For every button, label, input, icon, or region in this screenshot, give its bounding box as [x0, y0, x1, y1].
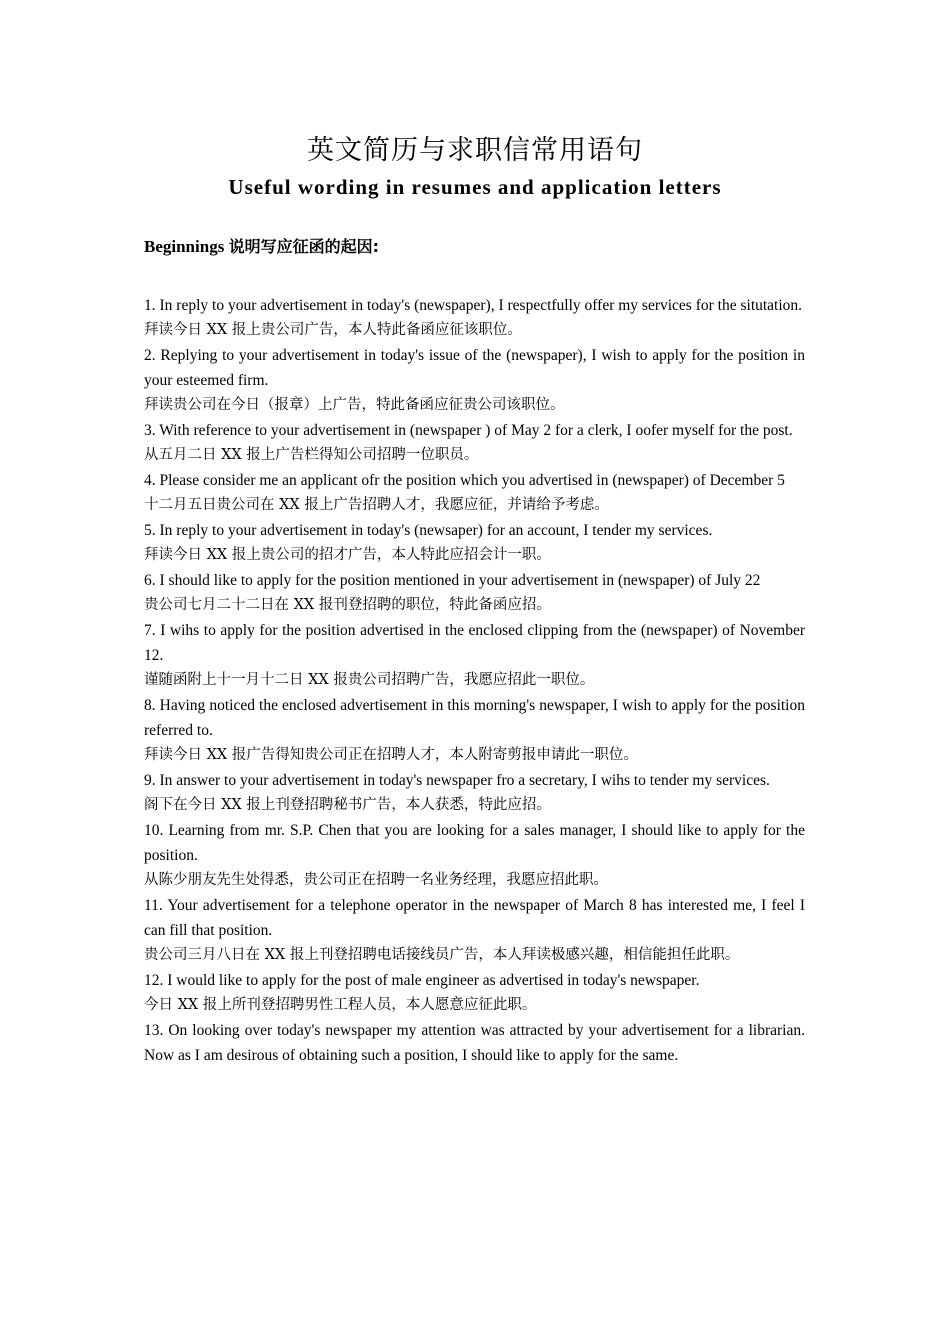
section-heading-cn: 说明写应征函的起因:	[228, 237, 379, 256]
english-sentence: 10. Learning from mr. S.P. Chen that you are looking for a sales manager, I should like to apply for the position.	[144, 822, 805, 864]
chinese-translation: 从陈少朋友先生处得悉，贵公司正在招聘一名业务经理，我愿应招此职。	[144, 872, 608, 888]
list-item	[144, 1018, 805, 1068]
list-item	[144, 468, 805, 518]
chinese-translation: 拜读今日 XX 报上贵公司的招才广告，本人特此应招会计一职。	[144, 547, 551, 563]
english-sentence: 6. I should like to apply for the position mentioned in your advertisement in (newspaper) of July 22	[144, 572, 761, 589]
page-title: 英文简历与求职信常用语句	[307, 135, 643, 166]
chinese-translation: 拜读贵公司在今日（报章）上广告，特此备函应征贵公司该职位。	[144, 397, 565, 413]
english-sentence: 1. In reply to your advertisement in today's (newspaper), I respectfully offer my services for the situtation.	[144, 297, 803, 314]
english-sentence: 7. I wihs to apply for the position advertised in the enclosed clipping from the (newspaper) of November 12.	[144, 622, 805, 664]
section-heading-en: Beginnings	[144, 237, 225, 256]
chinese-translation: 拜读今日 XX 报上贵公司广告，本人特此备函应征该职位。	[144, 322, 522, 338]
chinese-translation: 今日 XX 报上所刊登招聘男性工程人员，本人愿意应征此职。	[144, 997, 537, 1013]
english-sentence: 5. In reply to your advertisement in today's (newsaper) for an account, I tender my services.	[144, 522, 713, 539]
chinese-translation: 十二月五日贵公司在 XX 报上广告招聘人才，我愿应征，并请给予考虑。	[144, 497, 609, 513]
list-item	[144, 568, 805, 618]
english-sentence: 12. I would like to apply for the post of male engineer as advertised in today's newspaper.	[144, 972, 700, 989]
english-sentence: 8. Having noticed the enclosed advertisement in this morning's newspaper, I wish to apply for the position referred to.	[144, 697, 805, 739]
list-item	[144, 968, 805, 1018]
chinese-translation: 谨随函附上十一月十二日 XX 报贵公司招聘广告，我愿应招此一职位。	[144, 672, 595, 688]
chinese-translation: 从五月二日 XX 报上广告栏得知公司招聘一位职员。	[144, 447, 479, 463]
section-heading	[144, 235, 379, 259]
english-sentence: 4. Please consider me an applicant ofr the position which you advertised in (newspaper) of December 5	[144, 472, 785, 489]
page-subtitle: Useful wording in resumes and application letters	[228, 175, 722, 199]
chinese-translation: 阁下在今日 XX 报上刊登招聘秘书广告，本人获悉，特此应招。	[144, 797, 551, 813]
list-item	[144, 418, 805, 468]
english-sentence: 11. Your advertisement for a telephone operator in the newspaper of March 8 has interested me, I feel I can fill that position.	[144, 897, 805, 939]
chinese-translation: 贵公司三月八日在 XX 报上刊登招聘电话接线员广告，本人拜读极感兴趣，相信能担任此职。	[144, 947, 740, 963]
chinese-translation: 贵公司七月二十二日在 XX 报刊登招聘的职位，特此备函应招。	[144, 597, 551, 613]
list-item	[144, 818, 805, 893]
english-sentence: 2. Replying to your advertisement in today's issue of the (newspaper), I wish to apply for the position in your esteemed firm.	[144, 347, 805, 389]
list-item	[144, 618, 805, 693]
list-item	[144, 293, 805, 343]
english-sentence: 13. On looking over today's newspaper my attention was attracted by your advertisement for a librarian. Now as I am desirous of obtaining such a position, I should like to apply for the same.	[144, 1022, 805, 1064]
list-item	[144, 893, 805, 968]
list-item	[144, 518, 805, 568]
chinese-translation: 拜读今日 XX 报广告得知贵公司正在招聘人才，本人附寄剪报申请此一职位。	[144, 747, 638, 763]
english-sentence: 3. With reference to your advertisement in (newspaper ) of May 2 for a clerk, I oofer myself for the post.	[144, 422, 793, 439]
english-sentence: 9. In answer to your advertisement in today's newspaper fro a secretary, I wihs to tender my services.	[144, 772, 770, 789]
list-item	[144, 768, 805, 818]
list-item	[144, 693, 805, 768]
list-item	[144, 343, 805, 418]
phrase-list	[144, 293, 805, 1068]
